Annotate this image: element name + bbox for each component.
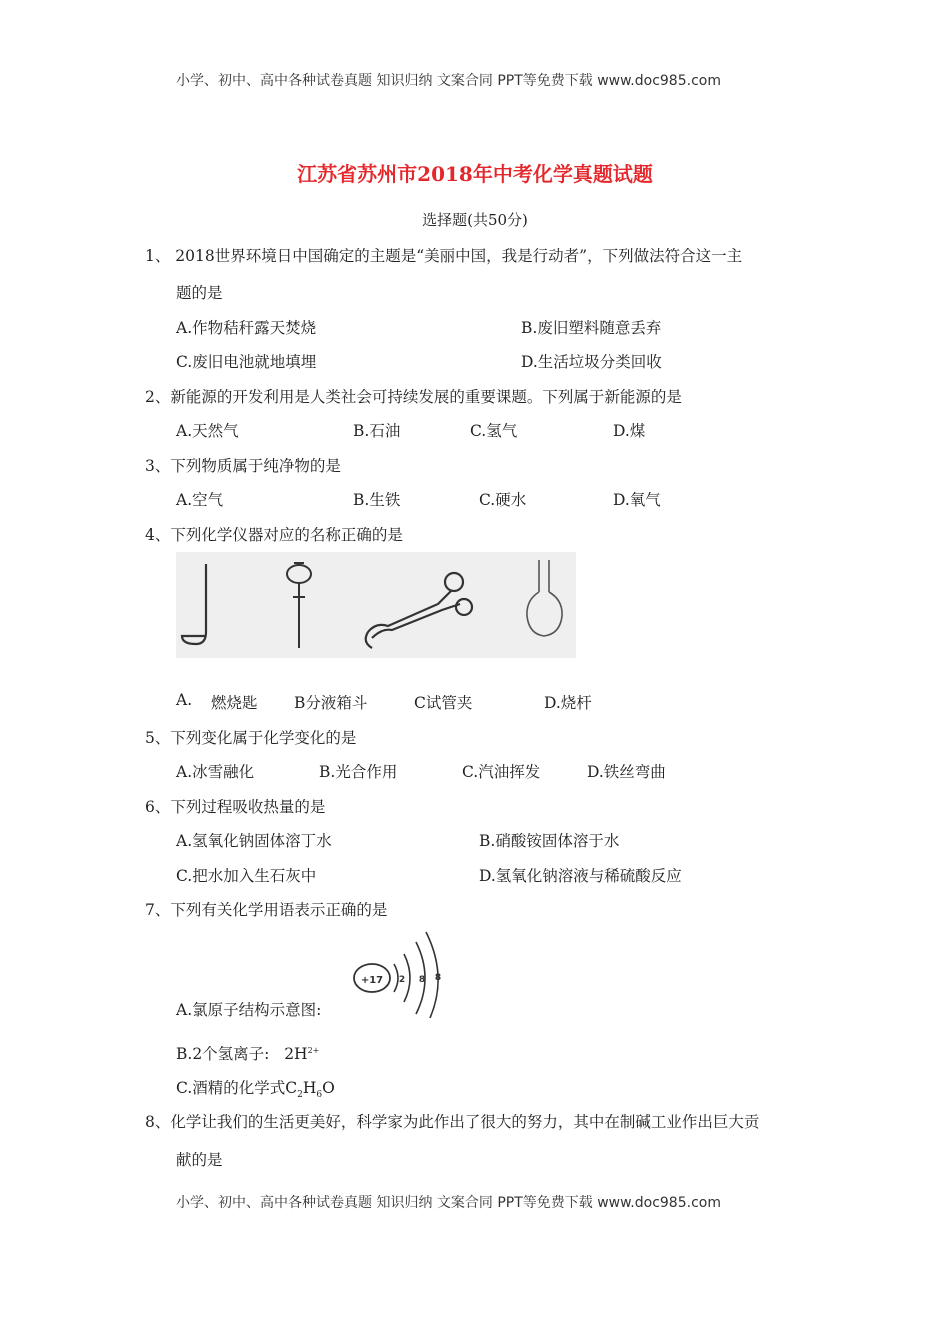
question-7-stem: 7、下列有关化学用语表示正确的是 (145, 901, 388, 919)
chlorine-atom-diagram (350, 928, 450, 1018)
question-3-option-b: B.生铁 (353, 491, 401, 509)
question-8-stem: 8、化学让我们的生活更美好，科学家为此作出了很大的努力，其中在制碱工业作出巨大贡 (145, 1113, 760, 1131)
question-6-stem: 6、下列过程吸收热量的是 (145, 798, 326, 816)
question-4-option-d: D.烧杆 (544, 694, 592, 712)
question-3-stem: 3、下列物质属于纯净物的是 (145, 457, 341, 475)
atom-shell-1-label: 2 (398, 975, 406, 985)
question-3-option-a: A.空气 (176, 491, 224, 509)
question-6-option-d: D.氢氧化钠溶液与稀硫酸反应 (479, 867, 682, 885)
question-3-option-d: D.氧气 (613, 491, 661, 509)
question-1-option-d: D.生活垃圾分类回收 (521, 353, 662, 371)
question-2-option-c: C.氢气 (470, 422, 518, 440)
question-2-option-a: A.天然气 (176, 422, 239, 440)
question-1-option-c: C.废旧电池就地填埋 (176, 353, 317, 371)
question-7-option-c (176, 1076, 335, 1100)
option-b-charge: 2+ (307, 1045, 320, 1055)
option-c-sub1: 2 (297, 1090, 303, 1101)
question-4-option-a: A. (176, 691, 193, 709)
question-1-stem: 1、 2018世界环境日中国确定的主题是“美丽中国，我是行动者”，下列做法符合这一主 (145, 247, 743, 265)
atom-shell-2-label: 8 (418, 975, 426, 985)
option-c-label: C.酒精的化学式C (176, 1079, 298, 1097)
question-6-option-b: B.硝酸铵固体溶于水 (479, 832, 620, 850)
question-8-stem-cont: 献的是 (176, 1151, 223, 1169)
option-c-sub2: 6 (316, 1090, 323, 1101)
option-c-mid: H (302, 1079, 317, 1097)
question-5-option-d: D.铁丝弯曲 (587, 763, 666, 781)
separatory-funnel-drawing (287, 563, 311, 648)
question-2-option-d: D.煤 (613, 422, 646, 440)
option-c-end: O (322, 1079, 335, 1097)
combustion-spoon-drawing (182, 564, 206, 644)
question-6-option-c: C.把水加入生石灰中 (176, 867, 317, 885)
question-1-stem-cont: 题的是 (176, 284, 223, 302)
question-1-option-a: A.作物秸秆露天焚烧 (176, 319, 317, 337)
question-1-option-b: B.废旧塑料随意丢弃 (521, 319, 662, 337)
atom-shell-3-label: 8 (434, 973, 442, 983)
question-4-stem: 4、下列化学仪器对应的名称正确的是 (145, 526, 403, 544)
question-5-option-c: C.汽油挥发 (462, 763, 541, 781)
section-heading: 选择题(共50分) (422, 211, 528, 229)
exam-title: 江苏省苏州市2018年中考化学真题试题 (297, 162, 653, 186)
question-2-option-b: B.石油 (353, 422, 401, 440)
page-header: 小学、初中、高中各种试卷真题 知识归纳 文案合同 PPT等免费下载 www.doc985.com (176, 73, 721, 89)
option-b-label: B.2个氢离子: (176, 1045, 270, 1063)
question-4-option-c: C试管夹 (414, 694, 473, 712)
question-4-option-a-text: 燃烧匙 (211, 694, 258, 712)
question-4-option-b: B分液箱斗 (294, 694, 368, 712)
question-7-option-b (176, 1042, 319, 1064)
question-6-option-a: A.氢氧化钠固体溶丁水 (176, 832, 332, 850)
test-tube-holder-drawing (366, 573, 472, 648)
option-b-formula: 2H (284, 1045, 308, 1063)
question-5-option-a: A.冰雪融化 (176, 763, 255, 781)
question-2-stem: 2、新能源的开发利用是人类社会可持续发展的重要课题。下列属于新能源的是 (145, 388, 682, 406)
question-5-option-b: B.光合作用 (319, 763, 398, 781)
page-footer: 小学、初中、高中各种试卷真题 知识归纳 文案合同 PPT等免费下载 www.doc985.com (176, 1195, 721, 1211)
question-7-option-a: A.氯原子结构示意图: (176, 1001, 322, 1019)
lab-instruments-figure (176, 552, 576, 658)
question-3-option-c: C.硬水 (479, 491, 527, 509)
question-5-stem: 5、下列变化属于化学变化的是 (145, 729, 357, 747)
atom-nucleus-label: +17 (360, 975, 384, 986)
round-flask-drawing (527, 560, 562, 636)
